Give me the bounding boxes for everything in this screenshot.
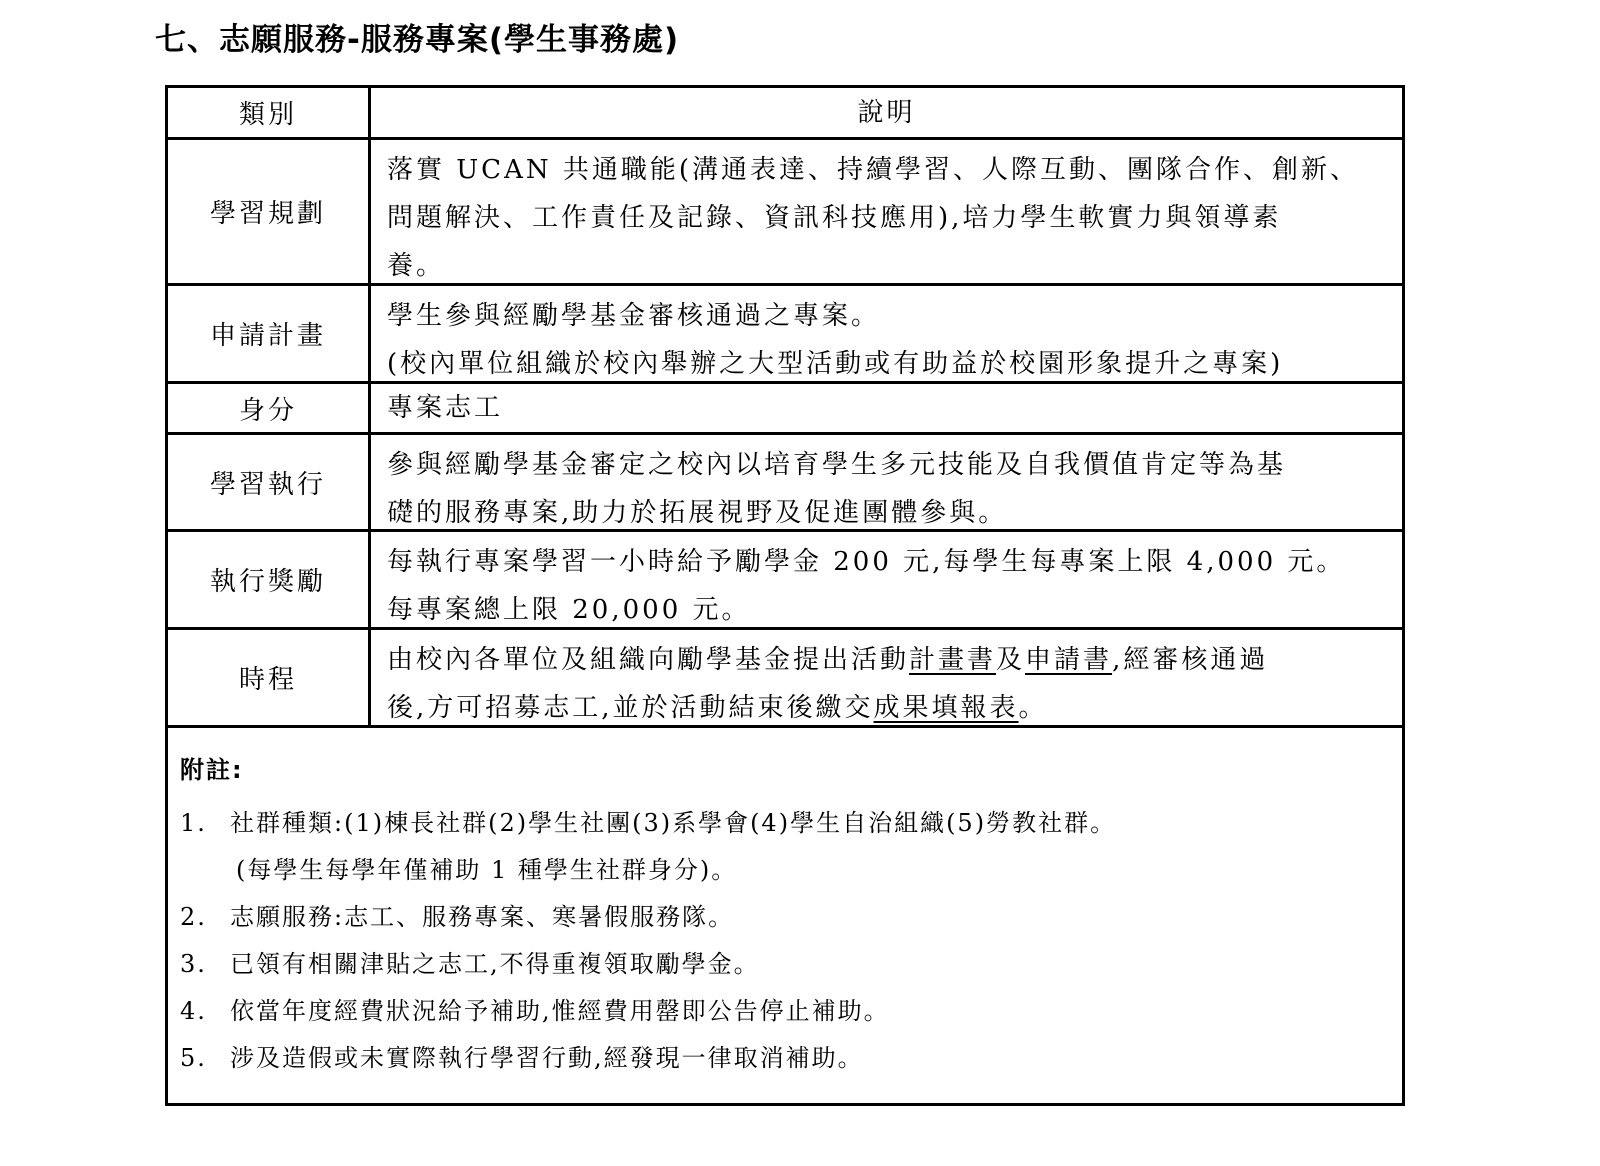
scholarship-table [165,85,1405,1106]
category-identity: 身分 [168,384,371,432]
category-learning-plan: 學習規劃 [168,140,371,283]
desc-line: (校內單位組織於校內舉辦之大型活動或有助益於校園形象提升之專案) [387,349,1284,379]
note-item [180,1035,1380,1082]
table-row-application [168,286,1402,384]
description-reward [371,532,1402,627]
table-row-schedule [168,630,1402,728]
description-learning-plan [371,140,1402,283]
description-execution [371,435,1402,529]
desc-line [387,684,1394,732]
note-text: 志願服務:志工、服務專案、寒暑假服務隊。 [230,903,735,931]
note-item [180,800,1380,847]
category-execution: 學習執行 [168,435,371,529]
application-form-link[interactable]: 申請書 [1025,645,1113,675]
table-header-row [168,88,1402,140]
desc-line: 每執行專案學習一小時給予勵學金 200 元,每學生每專案上限 4,000 元。 [387,547,1346,577]
text: 及 [996,645,1026,675]
note-number: 1. [180,809,207,837]
note-number: 2. [180,903,207,931]
note-number: 4. [180,997,207,1025]
desc-line: 參與經勵學基金審定之校內以培育學生多元技能及自我價值肯定等為基 [387,450,1287,480]
desc-line: 問題解決、工作責任及記錄、資訊科技應用),培力學生軟實力與領導素 [387,203,1282,233]
note-text: 涉及造假或未實際執行學習行動,經發現一律取消補助。 [230,1044,864,1072]
text: 。 [1018,693,1048,723]
desc-line: 礎的服務專案,助力於拓展視野及促進團體參與。 [387,498,1008,528]
notes-title: 附註: [180,756,244,784]
desc-line: 學生參與經勵學基金審核通過之專案。 [387,301,881,331]
header-category: 類別 [168,88,371,137]
table-row-execution [168,435,1402,532]
desc-line [387,636,1394,684]
description-schedule [371,630,1402,725]
note-item [180,988,1380,1035]
text: ,經審核通過 [1112,645,1269,675]
category-schedule: 時程 [168,630,371,725]
note-item [180,941,1380,988]
page-title: 七、志願服務-服務專案(學生事務處) [155,22,680,58]
description-identity [371,384,1402,432]
note-text: 已領有相關津貼之志工,不得重複領取勵學金。 [230,950,760,978]
table-row-learning-plan [168,140,1402,286]
table-row-reward [168,532,1402,630]
description-application [371,286,1402,381]
note-text: (每學生每學年僅補助 1 種學生社群身分)。 [236,856,738,884]
note-text: 社群種類:(1)棟長社群(2)學生社團(3)系學會(4)學生自治組織(5)勞教社群。 [230,809,1117,837]
note-number: 3. [180,950,207,978]
note-number: 5. [180,1044,207,1072]
desc-line: 落實 UCAN 共通職能(溝通表達、持續學習、人際互動、團隊合作、創新、 [387,155,1360,185]
note-text: 依當年度經費狀況給予補助,惟經費用罄即公告停止補助。 [230,997,890,1025]
desc-line: 每專案總上限 20,000 元。 [387,595,751,625]
notes-section [180,754,1380,1082]
category-reward: 執行獎勵 [168,532,371,627]
text: 由校內各單位及組織向勵學基金提出活動 [387,645,910,675]
plan-document-link[interactable]: 計畫書 [909,645,997,675]
table-row-identity [168,384,1402,435]
desc-line: 專案志工 [387,393,504,423]
desc-line: 養。 [387,251,446,281]
text: 後,方可招募志工,並於活動結束後繳交 [387,693,874,723]
note-item-continuation [180,847,1380,894]
note-item [180,894,1380,941]
result-report-link[interactable]: 成果填報表 [873,693,1019,723]
category-application: 申請計畫 [168,286,371,381]
header-description: 說明 [857,97,916,128]
